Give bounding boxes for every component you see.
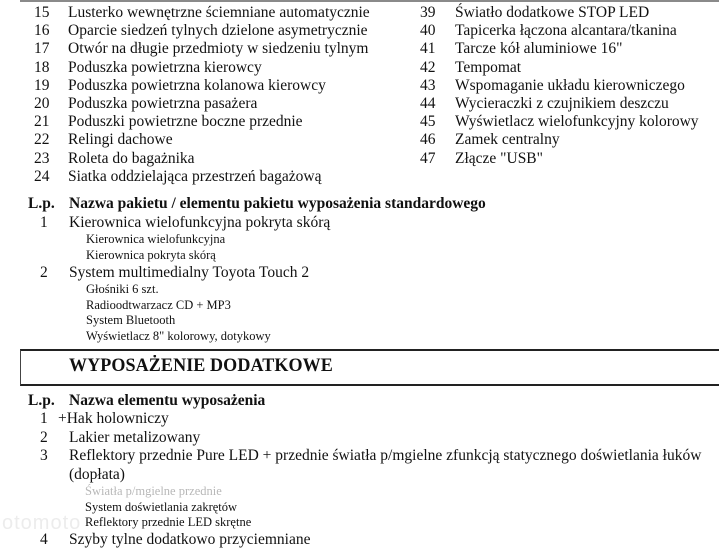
list-item [420,22,699,40]
list-item [420,40,699,58]
item-number: 2 [40,428,48,446]
header-name: Nazwa elementu wyposażenia [69,392,266,409]
item-label: Poduszka powietrzna pasażera [68,94,258,112]
list-item [420,95,699,113]
item-label: +Hak holowniczy [58,410,169,427]
list-item [420,4,699,22]
item-number: 40 [420,22,436,40]
list-item [34,150,370,168]
item-label: Poduszka powietrzna kolanowa kierowcy [68,76,326,94]
packages-header [28,194,486,213]
item-label: Lakier metalizowany [69,428,201,446]
item-label: Poduszka powietrzna kierowcy [68,58,262,76]
item-label: Reflektory przednie Pure LED + przednie światła p/mgielne zfunkcją statycznego doświetlania łuków [69,447,702,464]
item-label: Roleta do bagażnika [68,149,195,167]
item-label: Wspomaganie układu kierowniczego [455,76,685,94]
list-item [34,40,370,58]
header-name: Nazwa pakietu / elementu pakietu wyposażenia standardowego [69,195,486,212]
additional-item [28,447,701,466]
package-subitem: Kierownica wielofunkcyjna [86,232,226,246]
list-item [420,131,699,149]
item-number: 21 [34,113,50,131]
package-subitem: Głośniki 6 szt. [86,282,159,296]
list-item [34,4,370,22]
list-item [420,113,699,131]
list-item [34,77,370,95]
additional-item [28,531,701,550]
item-label: Wyświetlacz wielofunkcyjny kolorowy [455,113,699,131]
list-item [34,95,370,113]
list-item [420,59,699,77]
item-label: Złącze "USB" [455,149,543,167]
section-header-box [20,349,719,386]
standard-packages [28,194,486,344]
item-label: Tarcze kół aluminiowe 16" [455,40,623,58]
standard-list-left [34,4,370,186]
item-number: 47 [420,149,436,167]
item-number: 44 [420,94,436,112]
item-label: Siatka oddzielająca przestrzeń bagażową [68,167,322,185]
additional-subitem: Reflektory przednie LED skrętne [85,515,252,529]
item-number: 2 [40,264,48,281]
item-number: 42 [420,58,436,76]
top-rule [20,0,719,2]
package-subitem: System Bluetooth [86,313,176,327]
item-number: 43 [420,76,436,94]
section-title: WYPOSAŻENIE DODATKOWE [69,355,333,376]
item-number: 4 [40,530,48,548]
item-number: 1 [40,214,48,231]
additional-equipment [28,391,701,549]
item-number: 46 [420,131,436,149]
item-number: 16 [34,22,50,40]
item-label: Światło dodatkowe STOP LED [455,4,650,21]
additional-item [28,429,701,448]
item-label: Zamek centralny [455,131,560,149]
list-item [34,168,370,186]
additional-header [28,391,701,410]
package-subitem: Kierownica pokryta skórą [86,247,216,262]
item-label: Otwór na długie przedmioty w siedzeniu tylnym [68,40,369,58]
item-number: 1 [40,410,48,427]
package-item [28,263,486,282]
item-number: 39 [420,4,436,21]
header-lp: L.p. [28,392,55,409]
item-number: 15 [34,4,50,21]
item-label: Tapicerka łączona alcantara/tkanina [455,22,677,40]
item-number: 20 [34,94,50,112]
item-label-continuation: (dopłata) [69,465,125,483]
list-item [34,59,370,77]
list-item [420,77,699,95]
item-label: Oparcie siedzeń tylnych dzielone asymetrycznie [68,22,368,40]
package-subitem: Radioodtwarzacz CD + MP3 [86,297,231,312]
item-number: 3 [40,447,48,464]
item-number: 45 [420,113,436,131]
item-label: System multimedialny Toyota Touch 2 [69,264,310,281]
item-number: 24 [34,167,50,185]
item-label: Wycieraczki z czujnikiem deszczu [455,94,669,112]
list-item [34,113,370,131]
item-label: Tempomat [455,58,522,76]
item-number: 41 [420,40,436,58]
watermark: otomoto [2,512,82,534]
header-lp: L.p. [28,195,55,212]
item-label: Poduszki powietrzne boczne przednie [68,113,303,131]
item-number: 17 [34,40,50,58]
package-item [28,213,486,232]
additional-subitem: Światła p/mgielne przednie [85,484,222,498]
additional-item [28,410,701,429]
item-number: 19 [34,76,50,94]
standard-list-right [420,4,699,168]
item-number: 18 [34,58,50,76]
item-number: 22 [34,131,50,149]
item-label: Relingi dachowe [68,131,173,149]
item-label: Lusterko wewnętrzne ściemniane automatycznie [68,4,370,21]
list-item [34,131,370,149]
list-item [420,150,699,168]
additional-subitem: System doświetlania zakrętów [85,499,238,514]
item-label: Szyby tylne dodatkowo przyciemniane [69,530,311,548]
list-item [34,22,370,40]
item-number: 23 [34,149,50,167]
item-label: Kierownica wielofunkcyjna pokryta skórą [69,214,331,231]
package-subitem: Wyświetlacz 8" kolorowy, dotykowy [86,328,271,343]
